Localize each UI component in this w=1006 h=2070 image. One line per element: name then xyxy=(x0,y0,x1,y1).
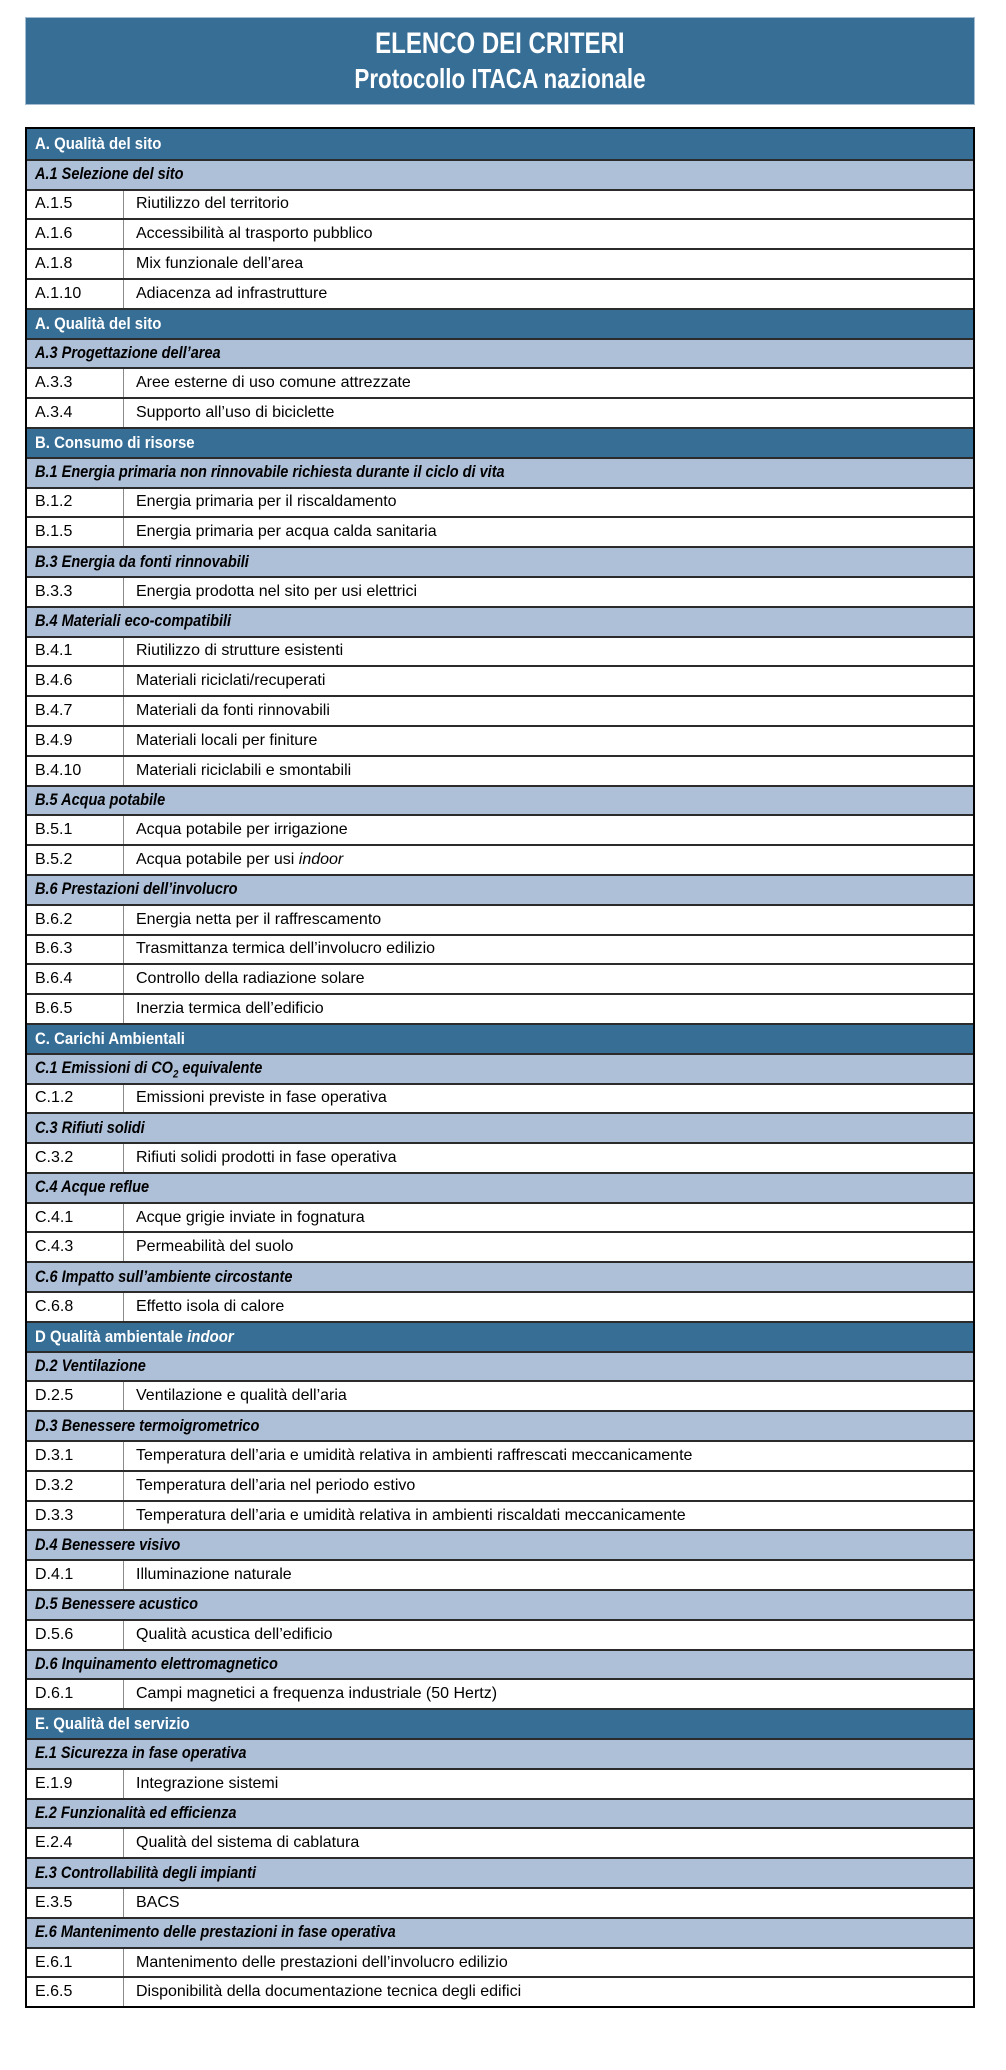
criterion-label-text: Accessibilità al trasporto pubblico xyxy=(136,225,373,243)
document-title: ELENCO DEI CRITERI xyxy=(375,27,625,60)
criterion-label xyxy=(124,518,973,546)
criterion-label xyxy=(124,1293,973,1321)
criterion-label-text: Illuminazione naturale xyxy=(136,1566,292,1584)
criterion-code: A.1.10 xyxy=(27,280,124,308)
subsection-label: B.4 Materiali eco-compatibili xyxy=(35,612,232,631)
subsection-row xyxy=(27,1589,973,1619)
criterion-row xyxy=(27,248,973,278)
criterion-row xyxy=(27,397,973,427)
criterion-code: B.5.1 xyxy=(27,816,124,844)
subsection-row xyxy=(27,159,973,189)
section-label: A. Qualità del sito xyxy=(35,133,162,153)
subsection-label: E.6 Mantenimento delle prestazioni in fase operativa xyxy=(35,1923,396,1942)
criterion-label xyxy=(124,369,973,397)
criterion-row xyxy=(27,1470,973,1500)
criterion-label-text: Materiali da fonti rinnovabili xyxy=(136,702,330,720)
subsection-label: B.1 Energia primaria non rinnovabile richiesta durante il ciclo di vita xyxy=(35,463,505,482)
subsection-label: D.2 Ventilazione xyxy=(35,1357,146,1376)
criterion-row xyxy=(27,755,973,785)
section-row xyxy=(27,129,973,159)
criterion-row xyxy=(27,665,973,695)
criterion-label-text: Ventilazione e qualità dell’aria xyxy=(136,1387,347,1405)
criterion-label-text: Supporto all’uso di biciclette xyxy=(136,404,335,422)
subsection-label: C.1 Emissioni di $CO_2$ equivalente xyxy=(35,1059,263,1081)
criterion-label xyxy=(124,906,973,934)
criterion-label-text: Energia prodotta nel sito per usi elettrici xyxy=(136,582,418,600)
subsection-label: A.3 Progettazione dell’area xyxy=(35,343,221,362)
criterion-label xyxy=(124,638,973,666)
criterion-code: B.6.5 xyxy=(27,995,124,1023)
subsection-row xyxy=(27,606,973,636)
section-row xyxy=(27,427,973,457)
criterion-row xyxy=(27,814,973,844)
criterion-label-text: BACS xyxy=(136,1893,180,1911)
criterion-label xyxy=(124,1561,973,1589)
subsection-label: E.1 Sicurezza in fase operativa xyxy=(35,1744,247,1763)
criterion-code: C.3.2 xyxy=(27,1144,124,1172)
subsection-row xyxy=(27,874,973,904)
criterion-row xyxy=(27,1619,973,1649)
criterion-label-text: Adiacenza ad infrastrutture xyxy=(136,284,328,302)
criterion-row xyxy=(27,1678,973,1708)
criterion-label xyxy=(124,489,973,517)
criterion-label-text: Materiali riciclati/recuperati xyxy=(136,672,326,690)
criterion-label-text: Emissioni previste in fase operativa xyxy=(136,1089,387,1107)
criterion-label xyxy=(124,280,973,308)
criterion-code: C.6.8 xyxy=(27,1293,124,1321)
criterion-code: D.2.5 xyxy=(27,1382,124,1410)
subsection-row xyxy=(27,1261,973,1291)
subsection-label: E.3 Controllabilità degli impianti xyxy=(35,1863,257,1882)
criterion-code: B.6.2 xyxy=(27,906,124,934)
criterion-label-text: Materiali riciclabili e smontabili xyxy=(136,761,352,779)
criterion-label-text: Qualità del sistema di cablatura xyxy=(136,1834,360,1852)
criterion-label xyxy=(124,965,973,993)
criterion-code: B.1.2 xyxy=(27,489,124,517)
criterion-row xyxy=(27,1500,973,1530)
criterion-label xyxy=(124,757,973,785)
subsection-label: D.5 Benessere acustico xyxy=(35,1595,199,1614)
subsection-row xyxy=(27,1053,973,1083)
subsection-row xyxy=(27,1649,973,1679)
criterion-row xyxy=(27,1440,973,1470)
criterion-code: B.3.3 xyxy=(27,578,124,606)
section-label: E. Qualità del servizio xyxy=(35,1714,190,1734)
criterion-code: A.3.3 xyxy=(27,369,124,397)
criterion-code: B.4.10 xyxy=(27,757,124,785)
criterion-code: B.6.4 xyxy=(27,965,124,993)
criterion-row xyxy=(27,1887,973,1917)
criterion-code: E.6.1 xyxy=(27,1949,124,1977)
criterion-row xyxy=(27,1291,973,1321)
criterion-code: B.6.3 xyxy=(27,936,124,964)
criterion-label-text: Qualità acustica dell’edificio xyxy=(136,1625,333,1643)
subsection-row xyxy=(27,1857,973,1887)
subsection-label: B.5 Acqua potabile xyxy=(35,790,166,809)
criterion-label-text: Acqua potabile per usi indoor xyxy=(136,851,344,869)
criterion-row xyxy=(27,278,973,308)
title-banner xyxy=(25,17,975,105)
criterion-row xyxy=(27,218,973,248)
subsection-row xyxy=(27,1410,973,1440)
criterion-label-text: Acque grigie inviate in fognatura xyxy=(136,1208,365,1226)
criterion-row xyxy=(27,695,973,725)
criterion-label xyxy=(124,727,973,755)
criterion-label xyxy=(124,846,973,874)
subsection-label: D.3 Benessere termoigrometrico xyxy=(35,1416,260,1435)
criterion-label-text: Rifiuti solidi prodotti in fase operativa xyxy=(136,1148,397,1166)
criteria-table xyxy=(25,127,975,2008)
criterion-code: C.4.3 xyxy=(27,1233,124,1261)
criterion-label-text: Mantenimento delle prestazioni dell’involucro edilizio xyxy=(136,1953,508,1971)
section-label: A. Qualità del sito xyxy=(35,313,162,333)
criterion-code: D.3.1 xyxy=(27,1442,124,1470)
criterion-label-text: Trasmittanza termica dell’involucro edilizio xyxy=(136,940,436,958)
criterion-code: E.2.4 xyxy=(27,1829,124,1857)
subsection-label: A.1 Selezione del sito xyxy=(35,165,184,184)
criterion-label-text: Materiali locali per finiture xyxy=(136,731,318,749)
criterion-code: D.4.1 xyxy=(27,1561,124,1589)
criterion-label xyxy=(124,667,973,695)
criterion-label-text: Riutilizzo del territorio xyxy=(136,195,289,213)
subsection-label: C.6 Impatto sull’ambiente circostante xyxy=(35,1267,293,1286)
subsection-row xyxy=(27,785,973,815)
criterion-label xyxy=(124,1770,973,1798)
criterion-code: A.1.6 xyxy=(27,220,124,248)
criterion-label xyxy=(124,1502,973,1530)
subsection-row xyxy=(27,457,973,487)
criterion-code: B.1.5 xyxy=(27,518,124,546)
criterion-label xyxy=(124,995,973,1023)
criterion-label-text: Inerzia termica dell’edificio xyxy=(136,1000,324,1017)
criterion-row xyxy=(27,1231,973,1261)
criterion-code: B.4.9 xyxy=(27,727,124,755)
criterion-code: D.5.6 xyxy=(27,1621,124,1649)
subsection-label: E.2 Funzionalità ed efficienza xyxy=(35,1804,237,1823)
subsection-label: B.6 Prestazioni dell’involucro xyxy=(35,880,238,899)
criterion-label-text: Temperatura dell’aria nel periodo estivo xyxy=(136,1476,416,1494)
criterion-code: E.3.5 xyxy=(27,1889,124,1917)
criterion-label xyxy=(124,1889,973,1917)
criterion-row xyxy=(27,993,973,1023)
criterion-label xyxy=(124,578,973,606)
criterion-label xyxy=(124,1829,973,1857)
criterion-row xyxy=(27,934,973,964)
criterion-label xyxy=(124,399,973,427)
criterion-label-text: Integrazione sistemi xyxy=(136,1774,279,1792)
criterion-label-text: Mix funzionale dell’area xyxy=(136,255,304,273)
criterion-label-text: Energia primaria per il riscaldamento xyxy=(136,493,397,511)
criterion-code: D.3.3 xyxy=(27,1502,124,1530)
criterion-code: B.4.7 xyxy=(27,697,124,725)
criterion-label-text: Riutilizzo di strutture esistenti xyxy=(136,642,344,660)
criterion-label xyxy=(124,220,973,248)
criterion-row xyxy=(27,1976,973,2006)
subsection-label: C.3 Rifiuti solidi xyxy=(35,1118,145,1137)
criterion-label-text: Acqua potabile per irrigazione xyxy=(136,821,348,839)
criterion-row xyxy=(27,487,973,517)
criterion-code: B.4.1 xyxy=(27,638,124,666)
criterion-row xyxy=(27,1768,973,1798)
criterion-label xyxy=(124,1472,973,1500)
criterion-row xyxy=(27,844,973,874)
criterion-row xyxy=(27,516,973,546)
section-row xyxy=(27,308,973,338)
criterion-label xyxy=(124,1978,973,2006)
subsection-row xyxy=(27,1917,973,1947)
document-subtitle: Protocollo ITACA nazionale xyxy=(354,63,646,94)
criterion-label xyxy=(124,936,973,964)
criterion-code: C.4.1 xyxy=(27,1204,124,1232)
criterion-label xyxy=(124,816,973,844)
subsection-label: D.4 Benessere visivo xyxy=(35,1535,181,1554)
criterion-code: B.5.2 xyxy=(27,846,124,874)
criterion-row xyxy=(27,1947,973,1977)
subsection-row xyxy=(27,546,973,576)
criterion-label-text: Effetto isola di calore xyxy=(136,1297,285,1315)
criterion-code: B.4.6 xyxy=(27,667,124,695)
criterion-row xyxy=(27,1083,973,1113)
subsection-label: B.3 Energia da fonti rinnovabili xyxy=(35,552,249,571)
subsection-row xyxy=(27,1529,973,1559)
criterion-row xyxy=(27,576,973,606)
criterion-row xyxy=(27,1142,973,1172)
criterion-code: A.3.4 xyxy=(27,399,124,427)
criterion-code: E.1.9 xyxy=(27,1770,124,1798)
criterion-row xyxy=(27,636,973,666)
subsection-row xyxy=(27,1738,973,1768)
criterion-code: D.3.2 xyxy=(27,1472,124,1500)
criterion-code: D.6.1 xyxy=(27,1680,124,1708)
criterion-label-text: Campi magnetici a frequenza industriale (50 Hertz) xyxy=(136,1685,498,1703)
subsection-row xyxy=(27,1351,973,1381)
criterion-row xyxy=(27,189,973,219)
criterion-label xyxy=(124,1442,973,1470)
criterion-code: A.1.5 xyxy=(27,191,124,219)
subsection-row xyxy=(27,1798,973,1828)
criterion-label xyxy=(124,191,973,219)
section-label: B. Consumo di risorse xyxy=(35,432,195,452)
criterion-row xyxy=(27,367,973,397)
criterion-label-text: Disponibilità della documentazione tecnica degli edifici xyxy=(136,1983,522,2001)
criterion-label-text: Temperatura dell’aria e umidità relativa in ambienti raffrescati meccanicamente xyxy=(136,1446,693,1464)
criterion-label-text: Energia primaria per acqua calda sanitaria xyxy=(136,523,437,541)
criterion-row xyxy=(27,1827,973,1857)
criterion-label-text: Aree esterne di uso comune attrezzate xyxy=(136,374,411,392)
criterion-row xyxy=(27,1559,973,1589)
subsection-label: D.6 Inquinamento elettromagnetico xyxy=(35,1655,278,1674)
section-row xyxy=(27,1321,973,1351)
criterion-label xyxy=(124,1144,973,1172)
criterion-row xyxy=(27,725,973,755)
criterion-code: E.6.5 xyxy=(27,1978,124,2006)
criterion-label xyxy=(124,697,973,725)
criterion-row xyxy=(27,1380,973,1410)
criterion-label-text: Controllo della radiazione solare xyxy=(136,970,365,988)
section-label: C. Carichi Ambientali xyxy=(35,1028,185,1048)
criterion-label-text: Energia netta per il raffrescamento xyxy=(136,910,382,928)
criterion-label xyxy=(124,250,973,278)
section-label: D Qualità ambientale indoor xyxy=(35,1326,234,1346)
criterion-label xyxy=(124,1204,973,1232)
criterion-label-text: Temperatura dell’aria e umidità relativa in ambienti riscaldati meccanicamente xyxy=(136,1506,686,1524)
section-row xyxy=(27,1023,973,1053)
subsection-row xyxy=(27,1172,973,1202)
criterion-row xyxy=(27,904,973,934)
subsection-row xyxy=(27,1112,973,1142)
criterion-code: C.1.2 xyxy=(27,1085,124,1113)
criterion-label xyxy=(124,1949,973,1977)
subsection-label: C.4 Acque reflue xyxy=(35,1178,150,1197)
criterion-row xyxy=(27,1202,973,1232)
criterion-label-text: Permeabilità del suolo xyxy=(136,1238,294,1256)
criterion-label xyxy=(124,1680,973,1708)
section-row xyxy=(27,1708,973,1738)
criterion-row xyxy=(27,963,973,993)
criterion-label xyxy=(124,1085,973,1113)
criterion-code: A.1.8 xyxy=(27,250,124,278)
subsection-row xyxy=(27,338,973,368)
criterion-label xyxy=(124,1621,973,1649)
criterion-label xyxy=(124,1382,973,1410)
criterion-label xyxy=(124,1233,973,1261)
